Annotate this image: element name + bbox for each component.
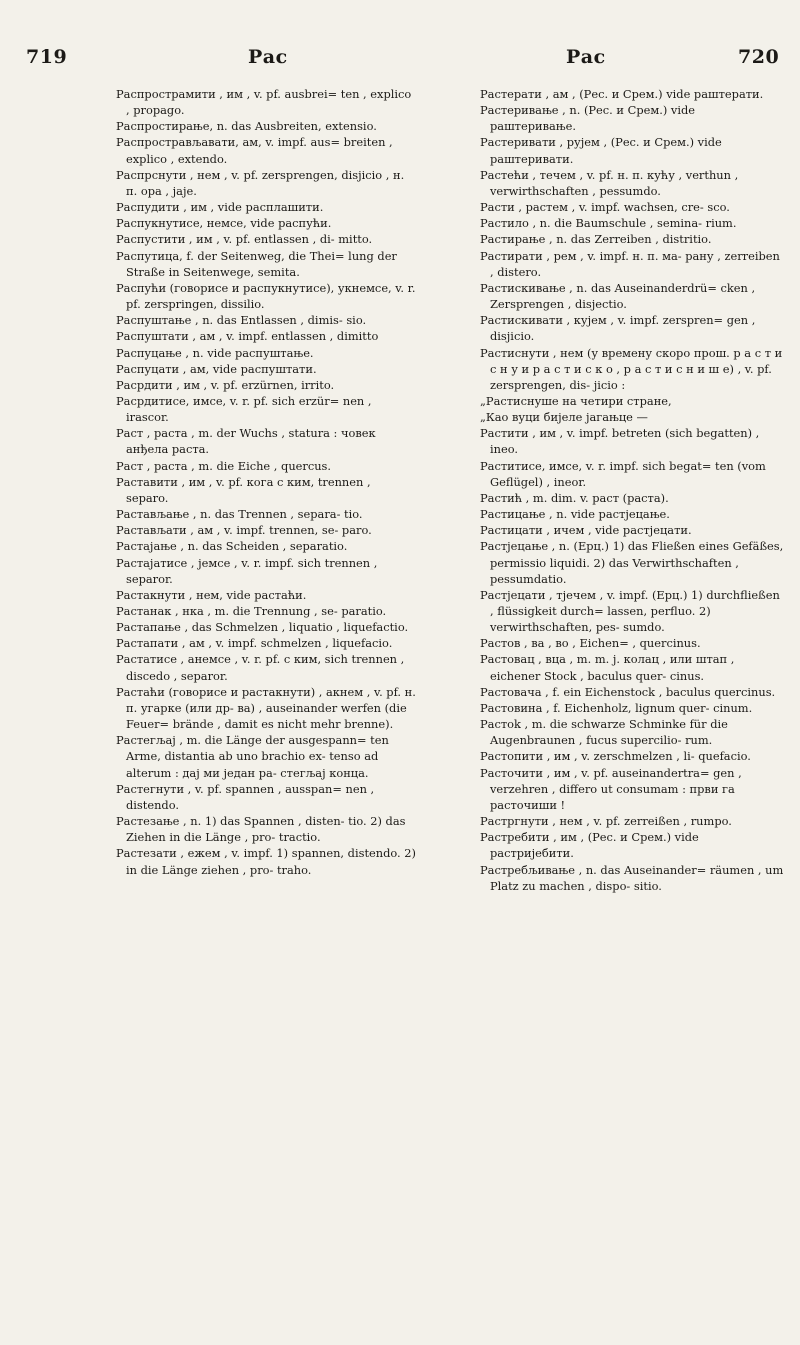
dictionary-entry: Растеривање , n. (Рес. и Срем.) vide раштеривање. [480, 103, 696, 134]
dictionary-entry: Растегљај , m. die Länge der ausgespann= ten Arme, distantia ab uno brachio ex- tenso ad alterum : дај ми један ра- стегљај конца. [116, 733, 389, 780]
dictionary-entry: Раставити , им , v. pf. кога с ким, trennen , separo. [116, 474, 371, 505]
dictionary-entry: Раст , раста , m. der Wuchs , statura : човек анђела раста. [116, 426, 376, 457]
dictionary-entry: Распући (говорисе и распукнутисе), укнемсе, v. r. pf. zerspringen, dissilio. [116, 280, 416, 312]
dictionary-entry: Растезати , ежем , v. impf. 1) spannen, distendo. 2) in die Länge ziehen , pro- traho. [116, 846, 416, 877]
dictionary-entry: Растити , им , v. impf. betreten (sich begatten) , ineo. [480, 426, 760, 457]
dictionary-entry: Растапати , ам , v. impf. schmelzen , liquefacio. [116, 636, 393, 651]
right-running-head: Рас [566, 46, 606, 68]
dictionary-entry: Растило , n. die Baumschule , semina- rium. [480, 216, 737, 231]
dictionary-entry: Растицање , n. vide растјецање. [480, 507, 670, 522]
dictionary-entry: Растакнути , нем, vide растаћи. [116, 587, 307, 602]
dictionary-entry: Растргнути , нем , v. pf. zerreißen , rumpo. [480, 814, 732, 829]
dictionary-entry: Растовина , f. Eichenholz, lignum quer- cinum. [480, 700, 753, 715]
right-column [480, 86, 784, 894]
dictionary-entry: Растатисе , анемсе , v. r. pf. с ким, sich trennen , discedo , separor. [116, 652, 405, 683]
left-column [116, 86, 416, 878]
dictionary-entry: Растовача , f. ein Eichenstock , baculus quercinus. [480, 684, 776, 699]
dictionary-entry: „Растиснуше на четири стране, [480, 393, 672, 408]
dictionary-entry: Растеривати , рујем , (Рес. и Срем.) vide раштеривати. [480, 135, 722, 166]
dictionary-entry: Растјецати , тјечем , v. impf. (Ерц.) 1) durchfließen , flüssigkeit durch= lassen, perfluo. 2) verwirthschaften, pes- sumdo. [480, 587, 780, 635]
dictionary-entry: Распрснути , нем , v. pf. zersprengen, disjicio , н. п. ора , jaje. [116, 167, 405, 198]
right-page-number: 720 [738, 46, 780, 68]
dictionary-entry: Растић , m. dim. v. раст (раста). [480, 490, 669, 505]
dictionary-entry: Растаћи (говорисе и растакнути) , акнем , v. pf. н. п. угарке (или др- ва) , auseinander werfen (die Feuer= brände , damit es nicht mehr brenne). [116, 684, 416, 732]
dictionary-entry: Растопити , им , v. zerschmelzen , li- quefacio. [480, 749, 751, 764]
dictionary-entry: Расточити , им , v. pf. auseinandertra= gen , verzehren , differo ut consumam : први га расточиши ! [480, 765, 742, 812]
dictionary-entry: Распутица, f. der Seitenweg, die Thei= lung der Straße in Seitenwege, semita. [116, 248, 397, 279]
dictionary-entry: Растајатисе , јемсе , v. r. impf. sich trennen , separor. [116, 555, 378, 586]
dictionary-entry: Распуштање , n. das Entlassen , dimis- sio. [116, 313, 367, 328]
dictionary-entry: Растезање , n. 1) das Spannen , disten- tio. 2) das Ziehen in die Länge , pro- tractio. [116, 814, 406, 845]
dictionary-entry: Распукнутисе, немсе, vide распући. [116, 216, 332, 231]
dictionary-entry: Растоk , m. die schwarze Schminke für die Augenbraunen , fucus supercilio- rum. [480, 717, 728, 748]
dictionary-entry: Распростирање, n. das Ausbreiten, extensio. [116, 119, 377, 134]
dictionary-entry: Растављати , ам , v. impf. trennen, se- paro. [116, 523, 372, 538]
dictionary-entry: Распудити , им , vide расплашити. [116, 200, 324, 215]
left-running-head: Рас [248, 46, 288, 68]
dictionary-entry: Растанак , нка , m. die Trennung , se- paratio. [116, 604, 387, 618]
dictionary-entry: Расрдитисе, имсе, v. r. pf. sich erzür= nen , irascor. [116, 393, 372, 425]
dictionary-entry: Распрострамити , им , v. pf. ausbrei= ten , explico , propago. [116, 87, 412, 118]
dictionary-entry: Распуштати , ам , v. impf. entlassen , dimitto [116, 329, 379, 344]
dictionary-entry: Растребљивање , n. das Auseinander= räumen , um Platz zu machen , dispo- sitio. [480, 862, 784, 893]
dictionary-entry: Раст , раста , m. die Eiche , quercus. [116, 458, 332, 473]
dictionary-entry: Растећи , течем , v. pf. н. п. кућу , verthun , verwirthschaften , pessumdo. [480, 167, 739, 198]
dictionary-entry: Раститисе, имсе, v. r. impf. sich begat= ten (vom Geflügel) , ineor. [480, 458, 766, 489]
dictionary-entry: Распрострављавати, ам, v. impf. aus= breiten , explico , extendo. [116, 135, 393, 166]
dictionary-entry: Растирати , рем , v. impf. н. п. ма- рану , zerreiben , distero. [480, 248, 780, 279]
dictionary-entry: Расрдити , им , v. pf. erzürnen, irrito. [116, 377, 335, 392]
dictionary-entry: Растискивање , n. das Auseinanderdrü= cken , Zersprengen , disjectio. [480, 280, 756, 312]
dictionary-entry: Растерати , ам , (Рес. и Срем.) vide раштерати. [480, 87, 764, 101]
dictionary-entry: Растјецање , n. (Ерц.) 1) das Fließen eines Gefäßes, permissio liquidi. 2) das Verwirthschaften , pessumdatio. [480, 539, 784, 586]
dictionary-entry: Распустити , им , v. pf. entlassen , di- mitto. [116, 232, 373, 247]
dictionary-entry: Растицати , ичем , vide растјецати. [480, 523, 692, 538]
dictionary-entry: Растребити , им , (Рес. и Срем.) vide растријебити. [480, 830, 699, 861]
dictionary-entry: Растапање , das Schmelzen , liquatio , liquefactio. [116, 620, 409, 635]
dictionary-entry: Растискивати , кујем , v. impf. zerspren= gen , disjicio. [480, 313, 756, 344]
dictionary-entry: Растиснути , нем (у времену скоро прош. р а с т и с н у и р а с т и с к о , р а с т и с н и ш е) , v. pf. zersprengen, dis- jicio : [480, 345, 783, 392]
left-page-number: 719 [26, 46, 68, 68]
dictionary-entry: Растирање , n. das Zerreiben , distritio. [480, 232, 712, 247]
dictionary-entry: Растовац , вца , m. m. j. колац , или штап , eichener Stock , baculus quer- cinus. [480, 652, 735, 683]
dictionary-entry: Растегнути , v. pf. spannen , ausspan= nen , distendo. [116, 781, 375, 812]
dictionary-entry: Растов , ва , во , Eichen= , quercinus. [480, 636, 701, 651]
dictionary-entry: Распуцати , ам, vide распуштати. [116, 361, 317, 376]
dictionary-entry: Растављање , n. das Trennen , separa- tio. [116, 507, 363, 522]
dictionary-entry: „Као вуци бијеле јагањце — [480, 410, 648, 425]
dictionary-entry: Растајање , n. das Scheiden , separatio. [116, 539, 348, 554]
dictionary-entry: Распуцање , n. vide распуштање. [116, 345, 314, 360]
dictionary-entry: Расти , растем , v. impf. wachsen, cre- sco. [480, 200, 730, 215]
